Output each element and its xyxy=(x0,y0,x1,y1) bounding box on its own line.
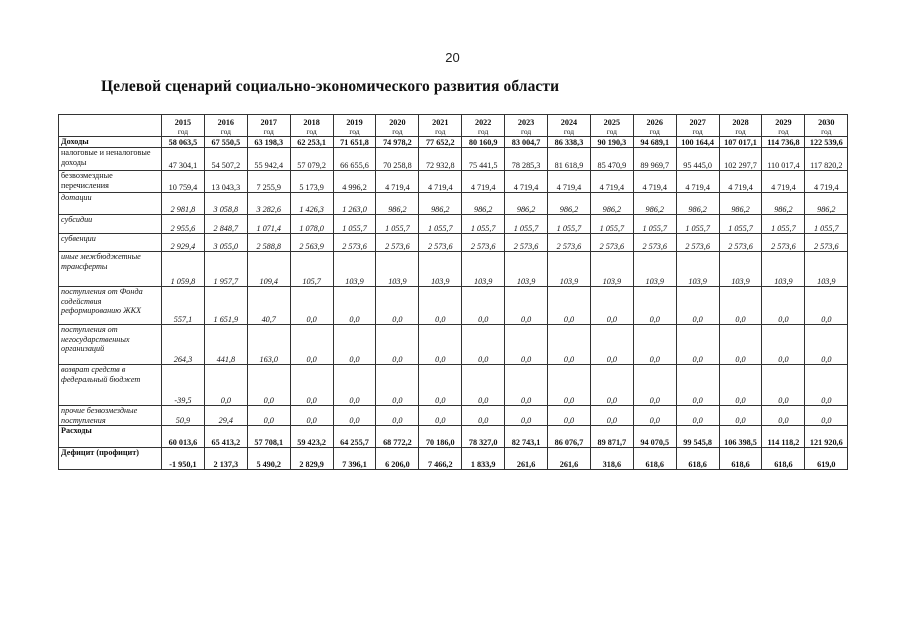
year-unit-label: год xyxy=(349,127,360,136)
value-cell: 0,0 xyxy=(419,365,462,406)
value-cell: 163,0 xyxy=(247,325,290,365)
value-cell: 1 055,7 xyxy=(676,215,719,234)
year-header-2015 xyxy=(162,115,205,137)
row-label: поступления от Фонда содействия реформированию ЖКХ xyxy=(59,287,162,325)
row-label: Дефицит (профицит) xyxy=(59,448,162,470)
value-cell: 0,0 xyxy=(676,406,719,426)
value-cell: 1 055,7 xyxy=(719,215,762,234)
value-cell: 4 719,4 xyxy=(633,171,676,193)
year-header-2024 xyxy=(548,115,591,137)
value-cell: 83 004,7 xyxy=(505,137,548,148)
value-cell: 55 942,4 xyxy=(247,148,290,171)
table-row xyxy=(59,365,848,406)
value-cell: 0,0 xyxy=(505,406,548,426)
year-label: 2020 xyxy=(389,118,406,127)
value-cell: 7 466,2 xyxy=(419,448,462,470)
value-cell: 1 263,0 xyxy=(333,193,376,215)
value-cell: 0,0 xyxy=(805,325,848,365)
year-header-2021 xyxy=(419,115,462,137)
row-label: налоговые и неналоговые доходы xyxy=(59,148,162,171)
value-cell: 109,4 xyxy=(247,252,290,287)
value-cell: 77 652,2 xyxy=(419,137,462,148)
value-cell: 0,0 xyxy=(719,325,762,365)
value-cell: 1 055,7 xyxy=(548,215,591,234)
value-cell: 103,9 xyxy=(676,252,719,287)
table-row xyxy=(59,137,848,148)
value-cell: 103,9 xyxy=(805,252,848,287)
value-cell: 74 978,2 xyxy=(376,137,419,148)
year-label: 2021 xyxy=(432,118,449,127)
value-cell: 0,0 xyxy=(548,406,591,426)
value-cell: 1 055,7 xyxy=(762,215,805,234)
value-cell: 60 013,6 xyxy=(162,426,205,448)
value-cell: 10 759,4 xyxy=(162,171,205,193)
year-label: 2026 xyxy=(646,118,663,127)
value-cell: 0,0 xyxy=(333,325,376,365)
value-cell: 0,0 xyxy=(247,365,290,406)
year-header-2023 xyxy=(505,115,548,137)
value-cell: 4 719,4 xyxy=(676,171,719,193)
value-cell: 0,0 xyxy=(376,365,419,406)
table-row xyxy=(59,215,848,234)
value-cell: -1 950,1 xyxy=(162,448,205,470)
value-cell: 0,0 xyxy=(462,365,505,406)
value-cell: 68 772,2 xyxy=(376,426,419,448)
value-cell: 7 255,9 xyxy=(247,171,290,193)
value-cell: 2 955,6 xyxy=(162,215,205,234)
value-cell: 40,7 xyxy=(247,287,290,325)
value-cell: 2 573,6 xyxy=(805,234,848,252)
year-header-2020 xyxy=(376,115,419,137)
value-cell: 0,0 xyxy=(590,365,633,406)
value-cell: 4 719,4 xyxy=(719,171,762,193)
value-cell: 986,2 xyxy=(676,193,719,215)
value-cell: 103,9 xyxy=(719,252,762,287)
value-cell: 0,0 xyxy=(290,406,333,426)
value-cell: 72 932,8 xyxy=(419,148,462,171)
year-label: 2015 xyxy=(174,118,192,127)
value-cell: 94 689,1 xyxy=(633,137,676,148)
value-cell: 5 173,9 xyxy=(290,171,333,193)
value-cell: 2 573,6 xyxy=(376,234,419,252)
value-cell: 0,0 xyxy=(462,406,505,426)
value-cell: 0,0 xyxy=(719,365,762,406)
value-cell: 986,2 xyxy=(548,193,591,215)
year-unit-label: год xyxy=(735,127,746,136)
value-cell: 986,2 xyxy=(419,193,462,215)
value-cell: 618,6 xyxy=(762,448,805,470)
table-row xyxy=(59,234,848,252)
year-unit-label: год xyxy=(821,127,832,136)
year-unit-label: год xyxy=(778,127,789,136)
value-cell: 106 398,5 xyxy=(719,426,762,448)
value-cell: 441,8 xyxy=(204,325,247,365)
value-cell: 2 573,6 xyxy=(333,234,376,252)
row-label: дотации xyxy=(59,193,162,215)
table-row xyxy=(59,287,848,325)
value-cell: 0,0 xyxy=(290,325,333,365)
value-cell: 0,0 xyxy=(719,287,762,325)
value-cell: 0,0 xyxy=(633,325,676,365)
value-cell: 107 017,1 xyxy=(719,137,762,148)
value-cell: 67 550,5 xyxy=(204,137,247,148)
value-cell: 0,0 xyxy=(676,287,719,325)
row-label: субсидии xyxy=(59,215,162,234)
value-cell: 4 719,4 xyxy=(590,171,633,193)
value-cell: 5 490,2 xyxy=(247,448,290,470)
value-cell: 114 736,8 xyxy=(762,137,805,148)
value-cell: 618,6 xyxy=(719,448,762,470)
year-header-2016 xyxy=(204,115,247,137)
year-unit-label: год xyxy=(478,127,489,136)
row-label: Расходы xyxy=(59,426,162,448)
row-label: возврат средств в федеральный бюджет xyxy=(59,365,162,406)
table-row xyxy=(59,325,848,365)
year-header-2028 xyxy=(719,115,762,137)
value-cell: 117 820,2 xyxy=(805,148,848,171)
value-cell: 986,2 xyxy=(762,193,805,215)
value-cell: 2 829,9 xyxy=(290,448,333,470)
value-cell: 103,9 xyxy=(419,252,462,287)
value-cell: 0,0 xyxy=(762,325,805,365)
value-cell: -39,5 xyxy=(162,365,205,406)
year-label: 2016 xyxy=(217,118,235,127)
value-cell: 89 871,7 xyxy=(590,426,633,448)
value-cell: 0,0 xyxy=(505,287,548,325)
value-cell: 1 078,0 xyxy=(290,215,333,234)
year-header-2019 xyxy=(333,115,376,137)
value-cell: 0,0 xyxy=(376,325,419,365)
value-cell: 102 297,7 xyxy=(719,148,762,171)
value-cell: 4 996,2 xyxy=(333,171,376,193)
value-cell: 618,6 xyxy=(676,448,719,470)
value-cell: 4 719,4 xyxy=(762,171,805,193)
value-cell: 0,0 xyxy=(376,406,419,426)
value-cell: 264,3 xyxy=(162,325,205,365)
value-cell: 1 059,8 xyxy=(162,252,205,287)
value-cell: 1 071,4 xyxy=(247,215,290,234)
value-cell: 103,9 xyxy=(505,252,548,287)
row-label: иные межбюджетные трансферты xyxy=(59,252,162,287)
value-cell: 66 655,6 xyxy=(333,148,376,171)
value-cell: 1 055,7 xyxy=(633,215,676,234)
row-label: Доходы xyxy=(59,137,162,148)
table-row xyxy=(59,426,848,448)
value-cell: 1 055,7 xyxy=(505,215,548,234)
value-cell: 0,0 xyxy=(505,325,548,365)
value-cell: 100 164,4 xyxy=(676,137,719,148)
value-cell: 75 441,5 xyxy=(462,148,505,171)
value-cell: 0,0 xyxy=(590,287,633,325)
value-cell: 0,0 xyxy=(419,406,462,426)
value-cell: 4 719,4 xyxy=(548,171,591,193)
value-cell: 1 055,7 xyxy=(590,215,633,234)
value-cell: 986,2 xyxy=(719,193,762,215)
value-cell: 4 719,4 xyxy=(462,171,505,193)
value-cell: 0,0 xyxy=(247,406,290,426)
value-cell: 3 058,8 xyxy=(204,193,247,215)
value-cell: 2 573,6 xyxy=(719,234,762,252)
header-label-cell xyxy=(59,115,162,137)
year-unit-label: год xyxy=(177,127,189,136)
value-cell: 2 573,6 xyxy=(548,234,591,252)
value-cell: 103,9 xyxy=(633,252,676,287)
value-cell: 54 507,2 xyxy=(204,148,247,171)
value-cell: 78 285,3 xyxy=(505,148,548,171)
value-cell: 2 573,6 xyxy=(633,234,676,252)
value-cell: 50,9 xyxy=(162,406,205,426)
year-label: 2023 xyxy=(517,118,535,127)
value-cell: 1 055,7 xyxy=(805,215,848,234)
row-label: прочие безвозмездные поступления xyxy=(59,406,162,426)
year-header-2025 xyxy=(590,115,633,137)
value-cell: 0,0 xyxy=(762,406,805,426)
value-cell: 0,0 xyxy=(290,365,333,406)
value-cell: 0,0 xyxy=(676,325,719,365)
value-cell: 122 539,6 xyxy=(805,137,848,148)
row-label: поступления от негосударственных организаций xyxy=(59,325,162,365)
table-row xyxy=(59,193,848,215)
year-unit-label: год xyxy=(435,127,446,136)
value-cell: 85 470,9 xyxy=(590,148,633,171)
value-cell: 619,0 xyxy=(805,448,848,470)
value-cell: 2 573,6 xyxy=(676,234,719,252)
table-row xyxy=(59,448,848,470)
value-cell: 103,9 xyxy=(590,252,633,287)
value-cell: 70 186,0 xyxy=(419,426,462,448)
year-unit-label: год xyxy=(606,127,617,136)
year-label: 2030 xyxy=(818,118,835,127)
value-cell: 13 043,3 xyxy=(204,171,247,193)
table-header-row xyxy=(59,115,848,137)
value-cell: 2 573,6 xyxy=(505,234,548,252)
value-cell: 986,2 xyxy=(376,193,419,215)
year-label: 2029 xyxy=(775,118,792,127)
value-cell: 70 258,8 xyxy=(376,148,419,171)
value-cell: 1 055,7 xyxy=(333,215,376,234)
year-unit-label: год xyxy=(692,127,703,136)
year-label: 2018 xyxy=(303,118,320,127)
value-cell: 2 929,4 xyxy=(162,234,205,252)
value-cell: 0,0 xyxy=(633,287,676,325)
table-body xyxy=(59,137,848,470)
value-cell: 0,0 xyxy=(633,365,676,406)
document-title: Целевой сценарий социально-экономического развития области xyxy=(101,78,560,95)
value-cell: 1 055,7 xyxy=(376,215,419,234)
value-cell: 4 719,4 xyxy=(419,171,462,193)
value-cell: 105,7 xyxy=(290,252,333,287)
year-header-2022 xyxy=(462,115,505,137)
value-cell: 986,2 xyxy=(590,193,633,215)
value-cell: 57 079,2 xyxy=(290,148,333,171)
value-cell: 1 957,7 xyxy=(204,252,247,287)
value-cell: 0,0 xyxy=(548,365,591,406)
value-cell: 0,0 xyxy=(805,406,848,426)
value-cell: 86 338,3 xyxy=(548,137,591,148)
value-cell: 2 137,3 xyxy=(204,448,247,470)
value-cell: 2 573,6 xyxy=(762,234,805,252)
value-cell: 0,0 xyxy=(419,325,462,365)
value-cell: 47 304,1 xyxy=(162,148,205,171)
year-unit-label: год xyxy=(563,127,575,136)
value-cell: 110 017,4 xyxy=(762,148,805,171)
value-cell: 1 426,3 xyxy=(290,193,333,215)
value-cell: 0,0 xyxy=(376,287,419,325)
value-cell: 103,9 xyxy=(462,252,505,287)
value-cell: 65 413,2 xyxy=(204,426,247,448)
value-cell: 121 920,6 xyxy=(805,426,848,448)
value-cell: 0,0 xyxy=(204,365,247,406)
value-cell: 986,2 xyxy=(505,193,548,215)
value-cell: 82 743,1 xyxy=(505,426,548,448)
value-cell: 3 282,6 xyxy=(247,193,290,215)
value-cell: 4 719,4 xyxy=(376,171,419,193)
value-cell: 1 055,7 xyxy=(419,215,462,234)
table-row xyxy=(59,252,848,287)
value-cell: 63 198,3 xyxy=(247,137,290,148)
value-cell: 1 055,7 xyxy=(462,215,505,234)
value-cell: 0,0 xyxy=(805,287,848,325)
value-cell: 0,0 xyxy=(590,406,633,426)
table-row xyxy=(59,148,848,171)
year-label: 2027 xyxy=(689,118,706,127)
year-label: 2024 xyxy=(560,118,578,127)
value-cell: 3 055,0 xyxy=(204,234,247,252)
value-cell: 0,0 xyxy=(462,287,505,325)
value-cell: 2 981,8 xyxy=(162,193,205,215)
year-header-2030 xyxy=(805,115,848,137)
value-cell: 29,4 xyxy=(204,406,247,426)
value-cell: 557,1 xyxy=(162,287,205,325)
value-cell: 0,0 xyxy=(548,325,591,365)
value-cell: 103,9 xyxy=(762,252,805,287)
value-cell: 0,0 xyxy=(419,287,462,325)
value-cell: 4 719,4 xyxy=(505,171,548,193)
value-cell: 0,0 xyxy=(333,406,376,426)
value-cell: 62 253,1 xyxy=(290,137,333,148)
value-cell: 95 445,0 xyxy=(676,148,719,171)
value-cell: 94 070,5 xyxy=(633,426,676,448)
value-cell: 0,0 xyxy=(676,365,719,406)
table-row xyxy=(59,406,848,426)
row-label: субвенции xyxy=(59,234,162,252)
value-cell: 986,2 xyxy=(462,193,505,215)
year-label: 2022 xyxy=(474,118,492,127)
value-cell: 4 719,4 xyxy=(805,171,848,193)
value-cell: 0,0 xyxy=(719,406,762,426)
value-cell: 103,9 xyxy=(333,252,376,287)
year-label: 2017 xyxy=(260,118,277,127)
year-header-2026 xyxy=(633,115,676,137)
value-cell: 71 651,8 xyxy=(333,137,376,148)
year-header-2029 xyxy=(762,115,805,137)
value-cell: 0,0 xyxy=(333,287,376,325)
value-cell: 103,9 xyxy=(376,252,419,287)
value-cell: 2 573,6 xyxy=(590,234,633,252)
year-label: 2025 xyxy=(603,118,621,127)
value-cell: 261,6 xyxy=(505,448,548,470)
value-cell: 78 327,0 xyxy=(462,426,505,448)
value-cell: 986,2 xyxy=(805,193,848,215)
value-cell: 0,0 xyxy=(548,287,591,325)
year-unit-label: год xyxy=(263,127,274,136)
value-cell: 0,0 xyxy=(805,365,848,406)
value-cell: 59 423,2 xyxy=(290,426,333,448)
row-label: безвозмездные перечисления xyxy=(59,171,162,193)
value-cell: 0,0 xyxy=(505,365,548,406)
value-cell: 0,0 xyxy=(762,287,805,325)
page-number: 20 xyxy=(445,50,460,65)
value-cell: 114 118,2 xyxy=(762,426,805,448)
value-cell: 2 563,9 xyxy=(290,234,333,252)
year-label: 2028 xyxy=(732,118,749,127)
value-cell: 2 573,6 xyxy=(462,234,505,252)
value-cell: 0,0 xyxy=(333,365,376,406)
value-cell: 58 063,5 xyxy=(162,137,205,148)
value-cell: 1 833,9 xyxy=(462,448,505,470)
year-unit-label: год xyxy=(392,127,403,136)
budget-table xyxy=(58,114,848,470)
value-cell: 0,0 xyxy=(590,325,633,365)
value-cell: 81 618,9 xyxy=(548,148,591,171)
value-cell: 80 160,9 xyxy=(462,137,505,148)
value-cell: 318,6 xyxy=(590,448,633,470)
value-cell: 1 651,9 xyxy=(204,287,247,325)
year-header-2017 xyxy=(247,115,290,137)
year-header-2027 xyxy=(676,115,719,137)
value-cell: 86 076,7 xyxy=(548,426,591,448)
value-cell: 99 545,8 xyxy=(676,426,719,448)
value-cell: 90 190,3 xyxy=(590,137,633,148)
year-label: 2019 xyxy=(346,118,363,127)
year-unit-label: год xyxy=(649,127,660,136)
year-unit-label: год xyxy=(306,127,317,136)
value-cell: 103,9 xyxy=(548,252,591,287)
value-cell: 618,6 xyxy=(633,448,676,470)
value-cell: 2 848,7 xyxy=(204,215,247,234)
year-unit-label: год xyxy=(520,127,532,136)
value-cell: 2 573,6 xyxy=(419,234,462,252)
value-cell: 6 206,0 xyxy=(376,448,419,470)
value-cell: 89 969,7 xyxy=(633,148,676,171)
value-cell: 64 255,7 xyxy=(333,426,376,448)
year-unit-label: год xyxy=(220,127,231,136)
table-row xyxy=(59,171,848,193)
value-cell: 2 588,8 xyxy=(247,234,290,252)
year-header-2018 xyxy=(290,115,333,137)
value-cell: 0,0 xyxy=(762,365,805,406)
value-cell: 0,0 xyxy=(633,406,676,426)
value-cell: 986,2 xyxy=(633,193,676,215)
value-cell: 0,0 xyxy=(462,325,505,365)
value-cell: 0,0 xyxy=(290,287,333,325)
value-cell: 7 396,1 xyxy=(333,448,376,470)
value-cell: 261,6 xyxy=(548,448,591,470)
value-cell: 57 708,1 xyxy=(247,426,290,448)
